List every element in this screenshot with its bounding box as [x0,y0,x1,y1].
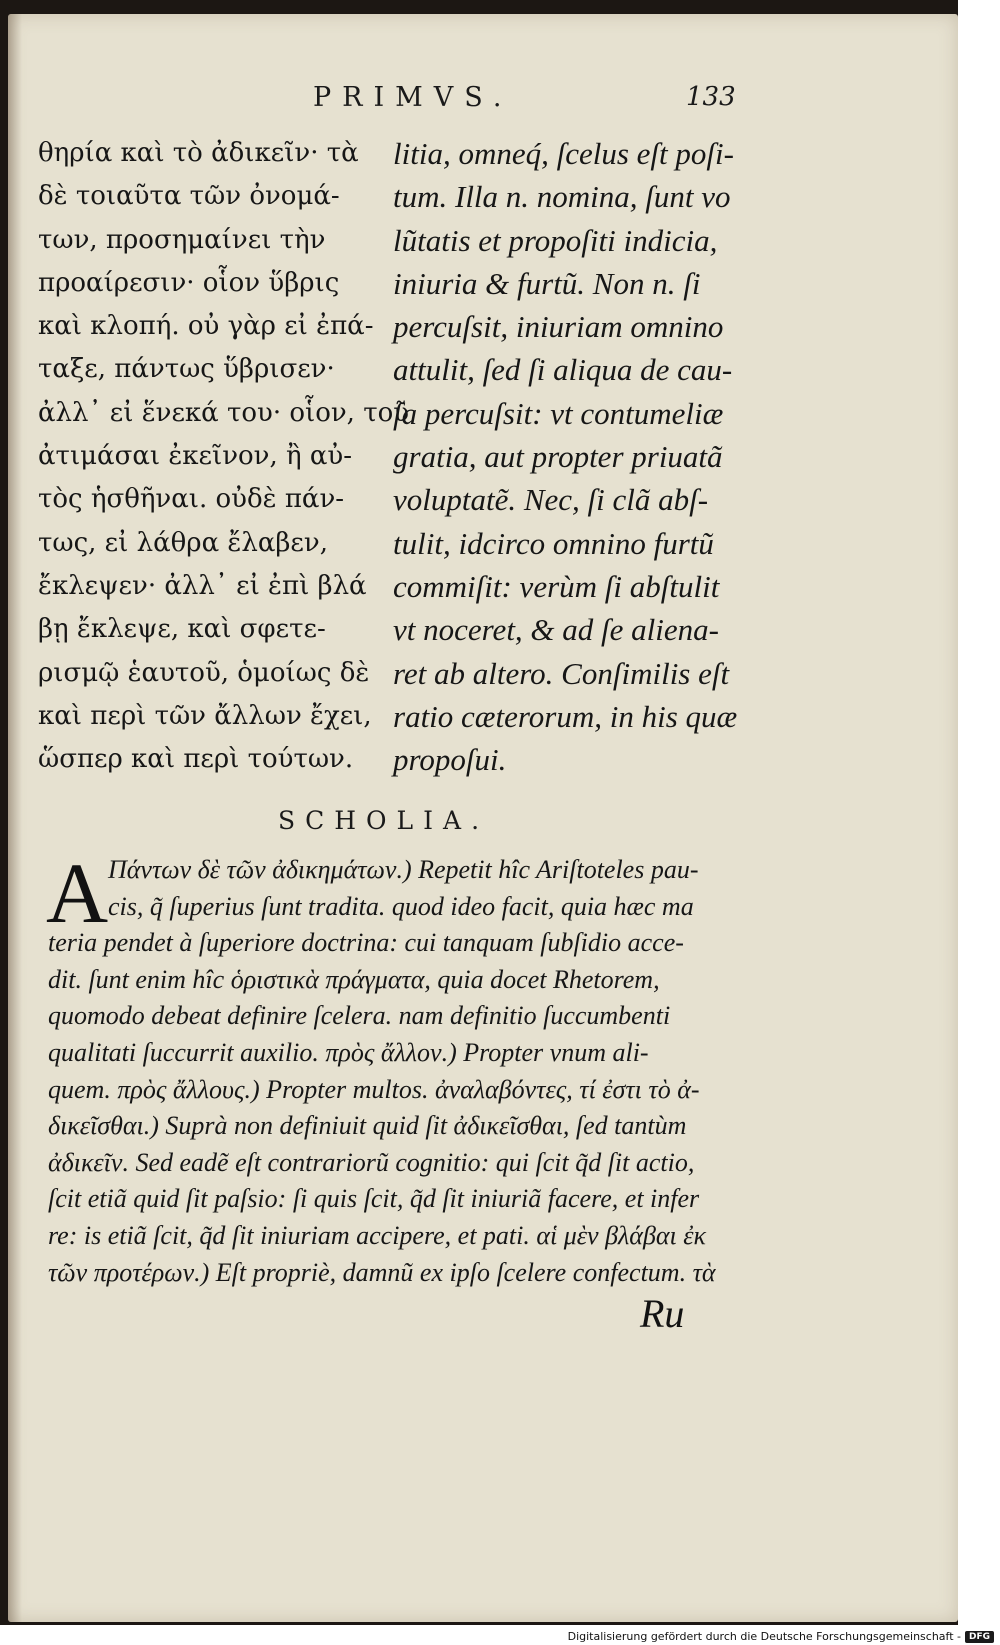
dfg-logo: DFG [965,1631,994,1643]
greek-line: ἀλλ᾽ εἰ ἕνεκά του· οἷον, τοῦ [38,397,410,428]
latin-text-column [393,132,773,781]
latin-line: ſa percuſsit: vt contumeliæ [393,395,724,431]
greek-line: δὲ τοιαῦτα τῶν ὀνομά- [38,181,340,212]
scholia-line: quomodo debeat definire ſcelera. nam definitio ſuccumbenti [48,1001,671,1031]
latin-line: propoſui. [393,742,507,778]
greek-line: τὸς ἡσθῆναι. οὐδὲ πάν- [38,484,345,515]
latin-line: vt noceret, & ad ſe aliena- [393,612,719,648]
greek-line: καὶ περὶ τῶν ἄλλων ἔχει, [38,700,372,731]
scholia-line: τῶν προτέρων.) Eſt propriè, damnũ ex ipſo ſcelere confectum. τὰ [48,1257,716,1287]
latin-line: commiſit: verùm ſi abſtulit [393,568,720,604]
book-page [8,14,958,1622]
credit-text: Digitalisierung gefördert durch die Deutsche Forschungsgemeinschaft - [567,1630,961,1643]
latin-line: gratia, aut propter priuatã [393,439,723,475]
catchword: Ru [640,1291,685,1336]
scholia-line: Πάντων δὲ τῶν ἀδικημάτων.) Repetit hîc Ariſtoteles pau- [108,855,699,884]
page-spine-shadow [8,14,22,1622]
greek-line: ρισμῷ ἑαυτοῦ, ὁμοίως δὲ [38,657,370,688]
scholia-body [46,845,778,1291]
scholia-line: cis, q̃ ſuperius ſunt tradita. quod ideo facit, quia hæc ma [108,891,694,921]
scholia-line: quem. πρὸς ἄλλους.) Propter multos. ἀναλαβόντες, τί ἐστι τὸ ἀ- [48,1074,700,1104]
latin-line: iniuria & furtũ. Non n. ſi [393,265,701,301]
greek-line: ταξε, πάντως ὕβρισεν· [38,354,335,385]
scholia-line: δικεῖσθαι.) Suprà non definiuit quid ſit ἀδικεῖσθαι, ſed tantùm [48,1111,687,1141]
latin-line: ratio cæterorum, in his quæ [393,698,738,734]
greek-line: ὥσπερ καὶ περὶ τούτων. [38,744,354,775]
greek-text-column [38,132,410,781]
latin-line: tum. Illa n. nomina, ſunt vo [393,179,731,215]
latin-line: tulit, idcirco omnino furtũ [393,525,714,561]
scholia-line: re: is etiã ſcit, q̃d ſit iniuriam accipere, et pati. αἱ μὲν βλάβαι ἐκ [48,1220,706,1250]
greek-line: καὶ κλοπή. οὐ γὰρ εἰ ἐπά- [38,311,374,342]
drop-capital: A [46,845,109,941]
greek-line: βῃ ἔκλεψε, καὶ σφετε- [38,614,326,645]
greek-line: ἔκλεψεν· ἀλλ᾽ εἰ ἐπὶ βλά [38,570,367,601]
greek-line: των, προσημαίνει τὴν [38,224,326,255]
scholia-line: ἀδικεῖν. Sed eadẽ eſt contrariorũ cognitio: qui ſcit q̃d ſit actio, [48,1147,695,1177]
scholia-heading: SCHOLIA. [278,806,490,835]
greek-line: ἀτιμάσαι ἐκεῖνον, ἢ αὐ- [38,441,353,472]
running-head: PRIMVS. [313,82,513,113]
latin-line: voluptatẽ. Nec, ſi clã abſ- [393,482,709,518]
greek-line: θηρία καὶ τὸ ἀδικεῖν· τὰ [38,138,359,168]
scholia-line: teria pendet à ſuperiore doctrina: cui tanquam ſubſidio acce- [48,928,684,958]
greek-line: προαίρεσιν· οἷον ὕβρις [38,267,340,298]
latin-line: litia, omneq́, ſcelus eſt poſi- [393,136,734,171]
scholia-line: ſcit etiã quid ſit paſsio: ſi quis ſcit, q̃d ſit iniuriã facere, et infer [48,1184,700,1214]
latin-line: lũtatis et propoſiti indicia, [393,222,718,258]
digitization-credit [568,1630,994,1643]
greek-line: τως, εἰ λάθρα ἔλαβεν, [38,527,328,558]
page-number: 133 [686,82,736,112]
scholia-line: dit. ſunt enim hîc ὁριστικὰ πράγματα, quia docet Rhetorem, [48,964,660,994]
scholia-line: qualitati ſuccurrit auxilio. πρὸς ἄλλον.) Propter vnum ali- [48,1037,649,1067]
latin-line: attulit, ſed ſi aliqua de cau- [393,352,733,388]
latin-line: percuſsit, iniuriam omnino [393,309,724,345]
latin-line: ret ab altero. Conſimilis eſt [393,655,730,691]
